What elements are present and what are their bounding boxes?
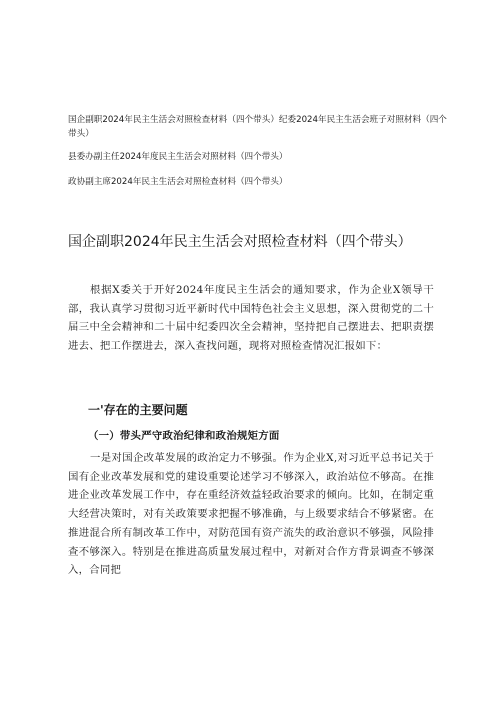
subsection-heading: （一）带头严守政治纪律和政治规矩方面 [88, 430, 280, 442]
table-of-contents [68, 113, 448, 189]
toc-item-2[interactable]: 县委办副主任2024年度民主生活会对照材料（四个带头） [68, 152, 288, 162]
section-heading: 一'存在的主要问题 [88, 403, 188, 417]
toc-item-3[interactable]: 政协副主席2024年民主生活会对照检查材料（四个带头） [68, 177, 288, 187]
toc-item-1[interactable]: 国企副职2024年民主生活会对照检查材料（四个带头）纪委2024年民主生活会班子对照材料（四个带头） [68, 115, 447, 139]
document-title: 国企副职2024年民主生活会对照检查材料（四个带头） [68, 234, 412, 250]
body-paragraph: 一是对国企改革发展的政治定力不够强。作为企业X,对习近平总书记关于国有企业改革发展和党的建设重要论述学习不够深入，政治站位不够高。在推进企业改革发展工作中，存在重经济效益轻政治要求的倾向。比如，在制定重大经营决策时，对有关政策要求把握不够准确，与上级要求结合不够紧密。在推进混合所有制改革工作中，对防范国有资产流失的政治意识不够强，风险排查不够深入。特别是在推进高质量发展过程中，对新对合作方背景调查不够深入，合同把 [68, 452, 434, 577]
intro-paragraph: 根据X委关于开好2024年度民主生活会的通知要求，作为企业X领导干部，我认真学习贯彻习近平新时代中国特色社会主义思想，深入贯彻党的二十届三中全会精神和二十届中纪委四次全会精神，坚持把自己摆进去、把职责摆进去、把工作摆进去，深入查找问题，现将对照检查情况汇报如下： [68, 284, 434, 353]
